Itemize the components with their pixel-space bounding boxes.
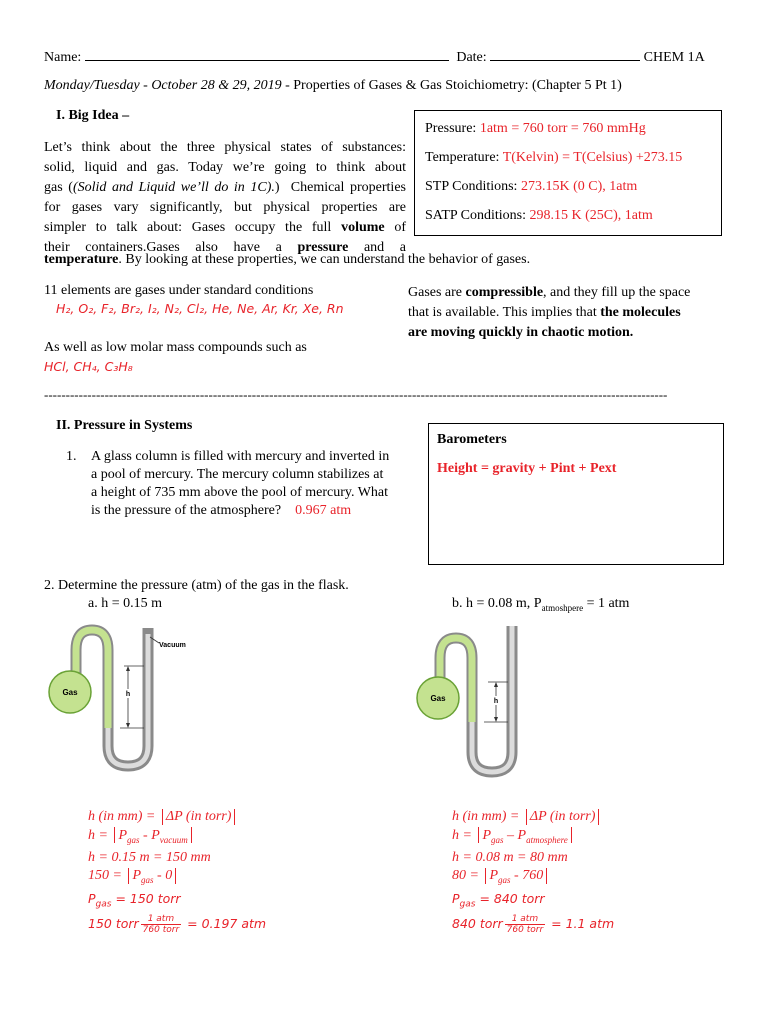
- q2b-post: = 1 atm: [583, 596, 630, 611]
- work-text: h =: [452, 827, 476, 843]
- para-word: simpler to talk about: Gases occupy the full: [44, 220, 332, 235]
- work-sub: gas: [491, 834, 504, 845]
- stp-label: STP Conditions:: [425, 179, 518, 194]
- work-b-line1: [452, 808, 712, 827]
- work-text: – P: [503, 827, 527, 843]
- work-text: P: [482, 827, 492, 843]
- stp-row: [425, 179, 637, 195]
- work-text: = 150 torr: [111, 890, 181, 906]
- para-line: [44, 218, 406, 238]
- work-text: - P: [139, 827, 160, 843]
- work-a-line3: h = 0.15 m = 150 mm: [88, 849, 211, 865]
- arrow-head-down-b: [494, 717, 498, 722]
- comp-bold: the molecules: [600, 305, 681, 320]
- abs-bar: [485, 868, 486, 884]
- work-text: P: [452, 890, 460, 906]
- work-text: P: [118, 827, 128, 843]
- satp-value: 298.15 K (25C), 1atm: [529, 208, 653, 223]
- para-word: . By looking at these properties, we can understand the behavior of gases.: [118, 252, 531, 267]
- vacuum-label: Vacuum: [159, 642, 186, 649]
- arrow-head-up-b: [494, 682, 498, 687]
- abs-bar: [598, 809, 599, 825]
- work-text: = 1.1 atm: [547, 915, 615, 931]
- para-line: solid, liquid and gas. Today we’re going to think about: [44, 160, 406, 175]
- para-word: gas: [44, 180, 63, 195]
- gas-label-b: Gas: [430, 694, 446, 703]
- manometer-diagram-a: [46, 618, 206, 778]
- work-a: [88, 808, 328, 935]
- h-label-b: h: [493, 698, 499, 705]
- q1-line: a height of 735 mm above the pool of mercury. What: [91, 485, 389, 500]
- abs-bar: [162, 809, 163, 825]
- comp-word: that is available. This implies that: [408, 305, 597, 320]
- work-text: 150 =: [88, 868, 126, 884]
- work-a-line4: [88, 867, 328, 889]
- q2b-pre: b. h = 0.08 m, P: [452, 596, 542, 611]
- q1-line: A glass column is filled with mercury and inverted in: [91, 449, 390, 464]
- arrow-head-down-a: [126, 723, 130, 728]
- work-a-line6: [88, 914, 328, 935]
- abs-bar: [571, 827, 572, 843]
- work-sub: gas: [127, 834, 140, 845]
- pressure-row: [425, 121, 646, 137]
- work-text: 80 =: [452, 868, 483, 884]
- work-text: h (in mm) =: [452, 809, 523, 824]
- para-word: and a: [363, 240, 407, 255]
- work-text: - 0: [153, 868, 173, 884]
- work-text: h (in mm) =: [88, 809, 159, 824]
- frac-num: 1 atm: [505, 914, 545, 925]
- work-b: [452, 808, 712, 935]
- work-b-line4: [452, 867, 712, 889]
- question-1: [66, 448, 416, 520]
- frac-den: 760 torr: [506, 924, 544, 935]
- compounds-text: As well as low molar mass compounds such as: [44, 340, 307, 355]
- divider: ------------------------------------------------------------------------------------------------------------------------------------------------: [44, 387, 668, 402]
- abs-bar: [191, 827, 192, 843]
- fraction: [505, 914, 545, 935]
- para-last-line: [44, 252, 724, 268]
- section2-heading: II. Pressure in Systems: [56, 418, 193, 433]
- para-line: for gases vary significantly, but physical properties are: [44, 200, 406, 215]
- q2a-label: a. h = 0.15 m: [88, 596, 162, 611]
- abs-bar: [128, 868, 129, 884]
- section1-heading: I. Big Idea –: [56, 108, 130, 123]
- elements-text: 11 elements are gases under standard conditions: [44, 283, 314, 298]
- work-sub: atmosphere: [526, 834, 568, 845]
- compounds-list: HCl, CH₄, C₃H₈: [44, 359, 133, 374]
- temperature-value: T(Kelvin) = T(Celsius) +273.15: [502, 150, 683, 165]
- comp-word: Gases are: [408, 285, 463, 300]
- h-label-a: h: [125, 691, 131, 698]
- comp-bold: are moving quickly in chaotic motion.: [408, 325, 634, 340]
- info-box: [414, 110, 722, 236]
- date-blank[interactable]: [490, 46, 640, 61]
- work-sub: gas: [498, 875, 511, 886]
- name-label: Name:: [44, 50, 82, 65]
- elements-list: H₂, O₂, F₂, Br₂, I₂, N₂, Cl₂, He, Ne, Ar, Kr, Xe, Rn: [56, 301, 344, 316]
- subtitle-dates: Monday/Tuesday - October 28 & 29, 2019 -: [44, 78, 290, 93]
- satp-label: SATP Conditions:: [425, 208, 527, 223]
- q1-line: is the pressure of the atmosphere?: [91, 503, 282, 518]
- header-line: [44, 46, 724, 66]
- work-sub: gas: [141, 875, 154, 886]
- subtitle-topic: Properties of Gases & Gas Stoichiometry: (Chapter 5 Pt 1): [293, 78, 622, 93]
- course-label: CHEM 1A: [643, 50, 705, 65]
- work-sub: vacuum: [159, 834, 188, 845]
- q2b-sub: atmoshpere: [541, 602, 584, 613]
- barometer-title: Barometers: [437, 432, 507, 447]
- temperature-row: [425, 150, 682, 166]
- frac-num: 1 atm: [141, 914, 181, 925]
- work-text: = 840 torr: [475, 890, 545, 906]
- q1-answer: 0.967 atm: [295, 503, 352, 518]
- satp-row: [425, 208, 653, 224]
- work-a-line5: [88, 890, 328, 914]
- q2b-label: [452, 596, 629, 613]
- para-word: of: [394, 220, 407, 235]
- work-text: P: [88, 890, 96, 906]
- abs-bar: [175, 868, 176, 884]
- work-text: h =: [88, 827, 112, 843]
- work-b-line5: [452, 890, 712, 914]
- barometer-formula: Height = gravity + Pint + Pext: [437, 461, 617, 476]
- comp-word: , and they fill up the space: [543, 285, 691, 300]
- pressure-value: 1atm = 760 torr = 760 mmHg: [479, 121, 646, 136]
- para-bold: volume: [341, 220, 385, 235]
- q2-text: 2. Determine the pressure (atm) of the gas in the flask.: [44, 578, 349, 593]
- abs-bar: [114, 827, 115, 843]
- work-text: 150 torr: [88, 915, 139, 931]
- work-a-line2: [88, 827, 328, 849]
- para-word: Chemical properties: [290, 180, 406, 195]
- work-sub: gas: [95, 899, 112, 910]
- manometer-diagram-b: [414, 622, 544, 782]
- work-a-line1: [88, 808, 328, 827]
- work-text: ΔP (in torr): [165, 809, 232, 824]
- work-b-line3: h = 0.08 m = 80 mm: [452, 849, 568, 865]
- abs-bar: [526, 809, 527, 825]
- stp-value: 273.15K (0 C), 1atm: [520, 179, 638, 194]
- para-line: gas ((Solid and Liquid we’ll do in 1C).) Chemical properties: [44, 180, 406, 195]
- work-b-line2: [452, 827, 712, 849]
- temperature-label: Temperature:: [425, 150, 500, 165]
- q1-number: 1.: [66, 449, 77, 464]
- q1-line: a pool of mercury. The mercury column stabilizes at: [91, 467, 384, 482]
- work-text: P: [132, 868, 142, 884]
- subtitle: [44, 78, 734, 94]
- abs-bar: [234, 809, 235, 825]
- work-text: - 760: [510, 868, 544, 884]
- work-b-line6: [452, 914, 712, 935]
- pressure-label: Pressure:: [425, 121, 477, 136]
- para-bold: temperature: [44, 252, 119, 267]
- para-word: their containers.Gases also have a: [44, 240, 282, 255]
- comp-bold: compressible: [465, 285, 544, 300]
- abs-bar: [546, 868, 547, 884]
- para-italic: (Solid and Liquid we’ll do in 1C).: [72, 180, 275, 195]
- para-line: Let’s think about the three physical states of substances:: [44, 140, 406, 155]
- compressible-block: [408, 283, 728, 343]
- gas-label-a: Gas: [62, 688, 78, 697]
- fraction: [141, 914, 181, 935]
- work-text: = 0.197 atm: [183, 915, 267, 931]
- abs-bar: [478, 827, 479, 843]
- work-text: 840 torr: [452, 915, 503, 931]
- work-sub: gas: [459, 899, 476, 910]
- arrow-head-up-a: [126, 666, 130, 671]
- para-bold: pressure: [297, 240, 349, 255]
- barometer-box: [428, 423, 724, 565]
- date-label: Date:: [456, 50, 487, 65]
- frac-den: 760 torr: [142, 924, 180, 935]
- name-blank[interactable]: [85, 46, 449, 61]
- work-text: P: [489, 868, 499, 884]
- big-idea-paragraph: [44, 138, 406, 258]
- work-text: ΔP (in torr): [529, 809, 596, 824]
